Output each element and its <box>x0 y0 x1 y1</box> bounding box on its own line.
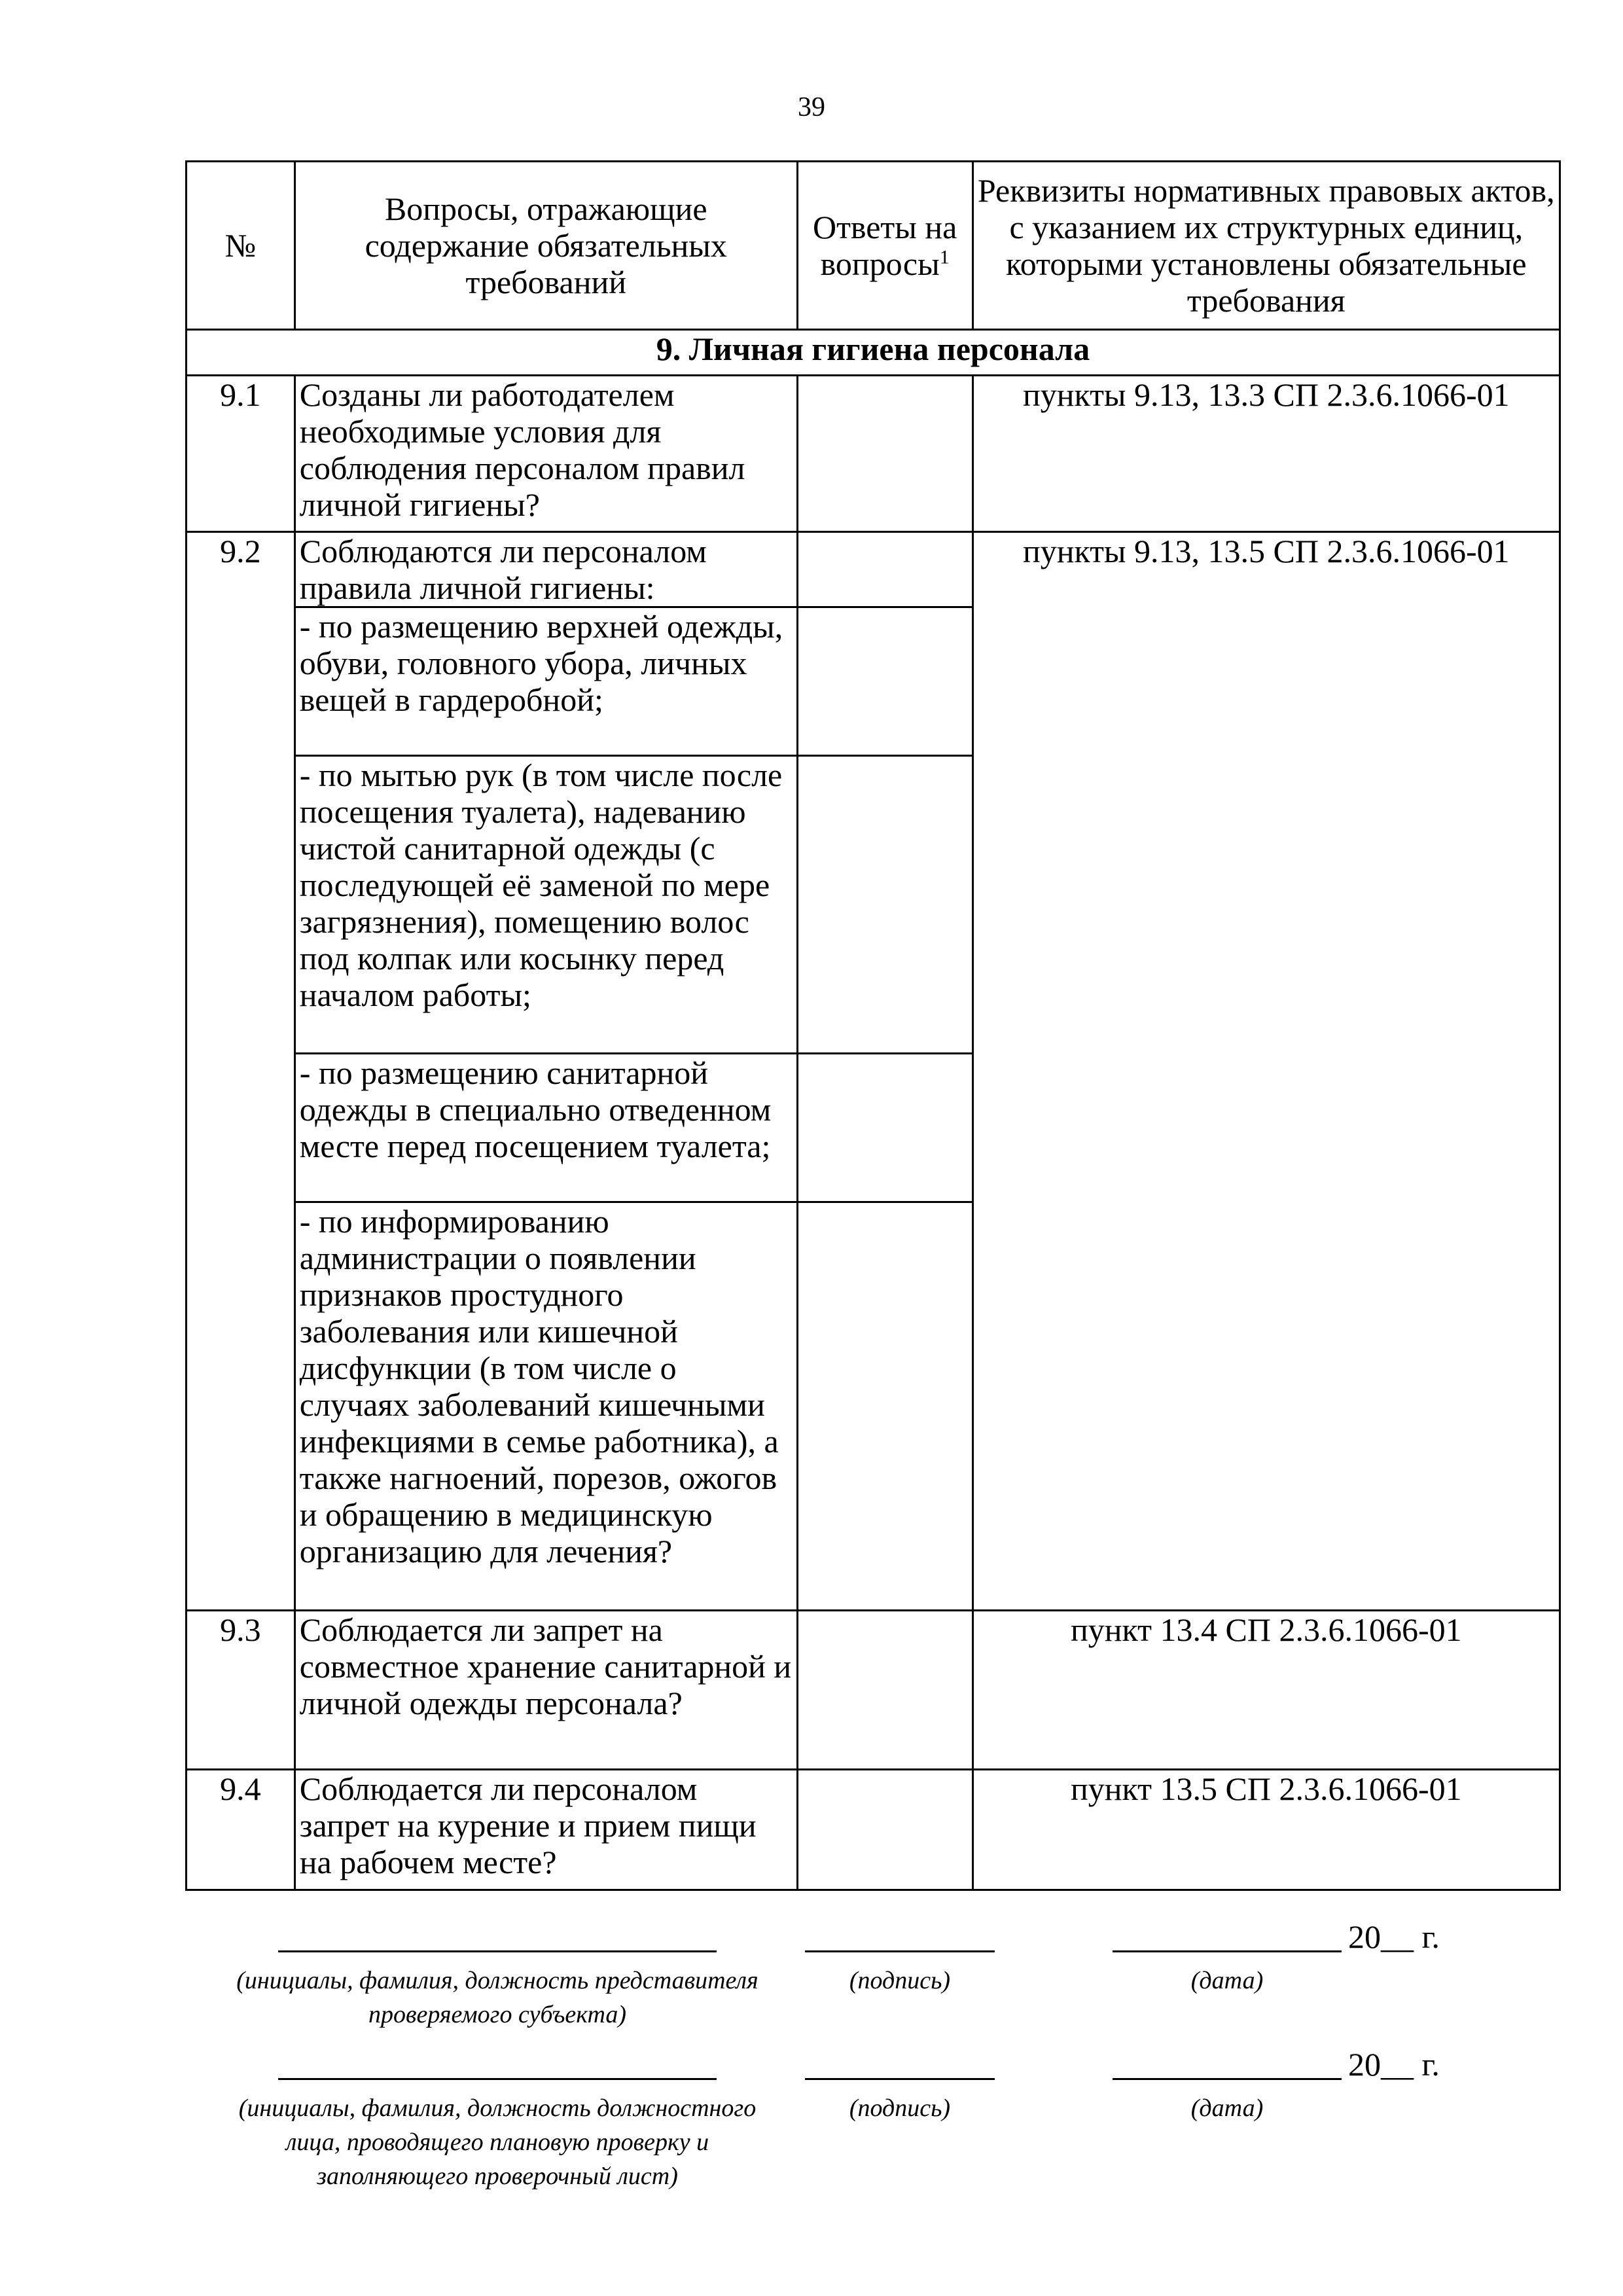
row-reference: пункт 13.4 СП 2.3.6.1066-01 <box>972 1611 1560 1770</box>
name-caption: (инициалы, фамилия, должность представителя проверяемого субъекта) <box>236 1967 758 2028</box>
table-header-row <box>187 162 1560 330</box>
date-caption: (дата) <box>1190 2094 1264 2122</box>
signature-caption: (подпись) <box>849 2094 951 2122</box>
date-line[interactable] <box>1113 1950 1342 1952</box>
row-number: 9.3 <box>187 1611 295 1770</box>
checklist-table <box>185 160 1561 1891</box>
section-title: 9. Личная гигиена персонала <box>187 330 1560 376</box>
header-answer <box>797 162 972 330</box>
name-line[interactable] <box>278 1950 717 1952</box>
page-number: 39 <box>798 92 825 122</box>
row-number: 9.1 <box>187 376 295 532</box>
row-question: - по мытью рук (в том числе после посещения туалета), надеванию чистой санитарной одежды (с последующей её заменой по мере загрязнения), помещению волос под колпак или косынку перед началом работы; <box>294 756 797 1054</box>
answer-cell[interactable] <box>797 1770 972 1890</box>
table-row <box>187 1611 1560 1770</box>
date-line[interactable] <box>1113 2078 1342 2080</box>
row-question: Созданы ли работодателем необходимые условия для соблюдения персоналом правил личной гигиены? <box>294 376 797 532</box>
table-row <box>187 376 1560 532</box>
section-row <box>187 330 1560 376</box>
row-number: 9.4 <box>187 1770 295 1890</box>
row-question: - по размещению верхней одежды, обуви, головного убора, личных вещей в гардеробной; <box>294 607 797 756</box>
row-number: 9.2 <box>187 532 295 1611</box>
date-caption: (дата) <box>1190 1967 1264 1994</box>
row-reference: пункт 13.5 СП 2.3.6.1066-01 <box>972 1770 1560 1890</box>
row-reference: пункты 9.13, 13.3 СП 2.3.6.1066-01 <box>972 376 1560 532</box>
table-row <box>187 1770 1560 1890</box>
name-line[interactable] <box>278 2078 717 2080</box>
answer-cell[interactable] <box>797 1202 972 1611</box>
header-refs: Реквизиты нормативных правовых актов, с указанием их структурных единиц, которыми установлены обязательные требования <box>972 162 1560 330</box>
answer-cell[interactable] <box>797 532 972 607</box>
row-question: Соблюдается ли запрет на совместное хранение санитарной и личной одежды персонала? <box>294 1611 797 1770</box>
signature-line[interactable] <box>805 2078 995 2080</box>
row-question: Соблюдается ли персоналом запрет на курение и прием пищи на рабочем месте? <box>294 1770 797 1890</box>
table-row <box>187 532 1560 607</box>
row-reference: пункты 9.13, 13.5 СП 2.3.6.1066-01 <box>972 532 1560 1611</box>
header-answer-label: Ответы на вопросы <box>812 209 957 282</box>
row-question: - по размещению санитарной одежды в специально отведенном месте перед посещением туалета; <box>294 1054 797 1202</box>
header-question: Вопросы, отражающие содержание обязательных требований <box>294 162 797 330</box>
signature-line[interactable] <box>805 1950 995 1952</box>
answer-cell[interactable] <box>797 376 972 532</box>
row-question: Соблюдаются ли персоналом правила личной гигиены: <box>294 532 797 607</box>
answer-cell[interactable] <box>797 1054 972 1202</box>
header-num: № <box>187 162 295 330</box>
year-label: 20__ г. <box>1348 2046 1440 2083</box>
answer-cell[interactable] <box>797 1611 972 1770</box>
name-caption: (инициалы, фамилия, должность должностного лица, проводящего плановую проверку и заполняющего проверочный лист) <box>238 2094 757 2190</box>
signature-caption: (подпись) <box>849 1967 951 1994</box>
footnote-marker: 1 <box>939 246 950 268</box>
row-question: - по информированию администрации о появлении признаков простудного заболевания или кишечной дисфункции (в том числе о случаях заболеваний кишечными инфекциями в семье работника), а также нагноений, порезов, ожогов и обращению в медицинскую организацию для лечения? <box>294 1202 797 1611</box>
year-label: 20__ г. <box>1348 1918 1440 1955</box>
answer-cell[interactable] <box>797 756 972 1054</box>
answer-cell[interactable] <box>797 607 972 756</box>
